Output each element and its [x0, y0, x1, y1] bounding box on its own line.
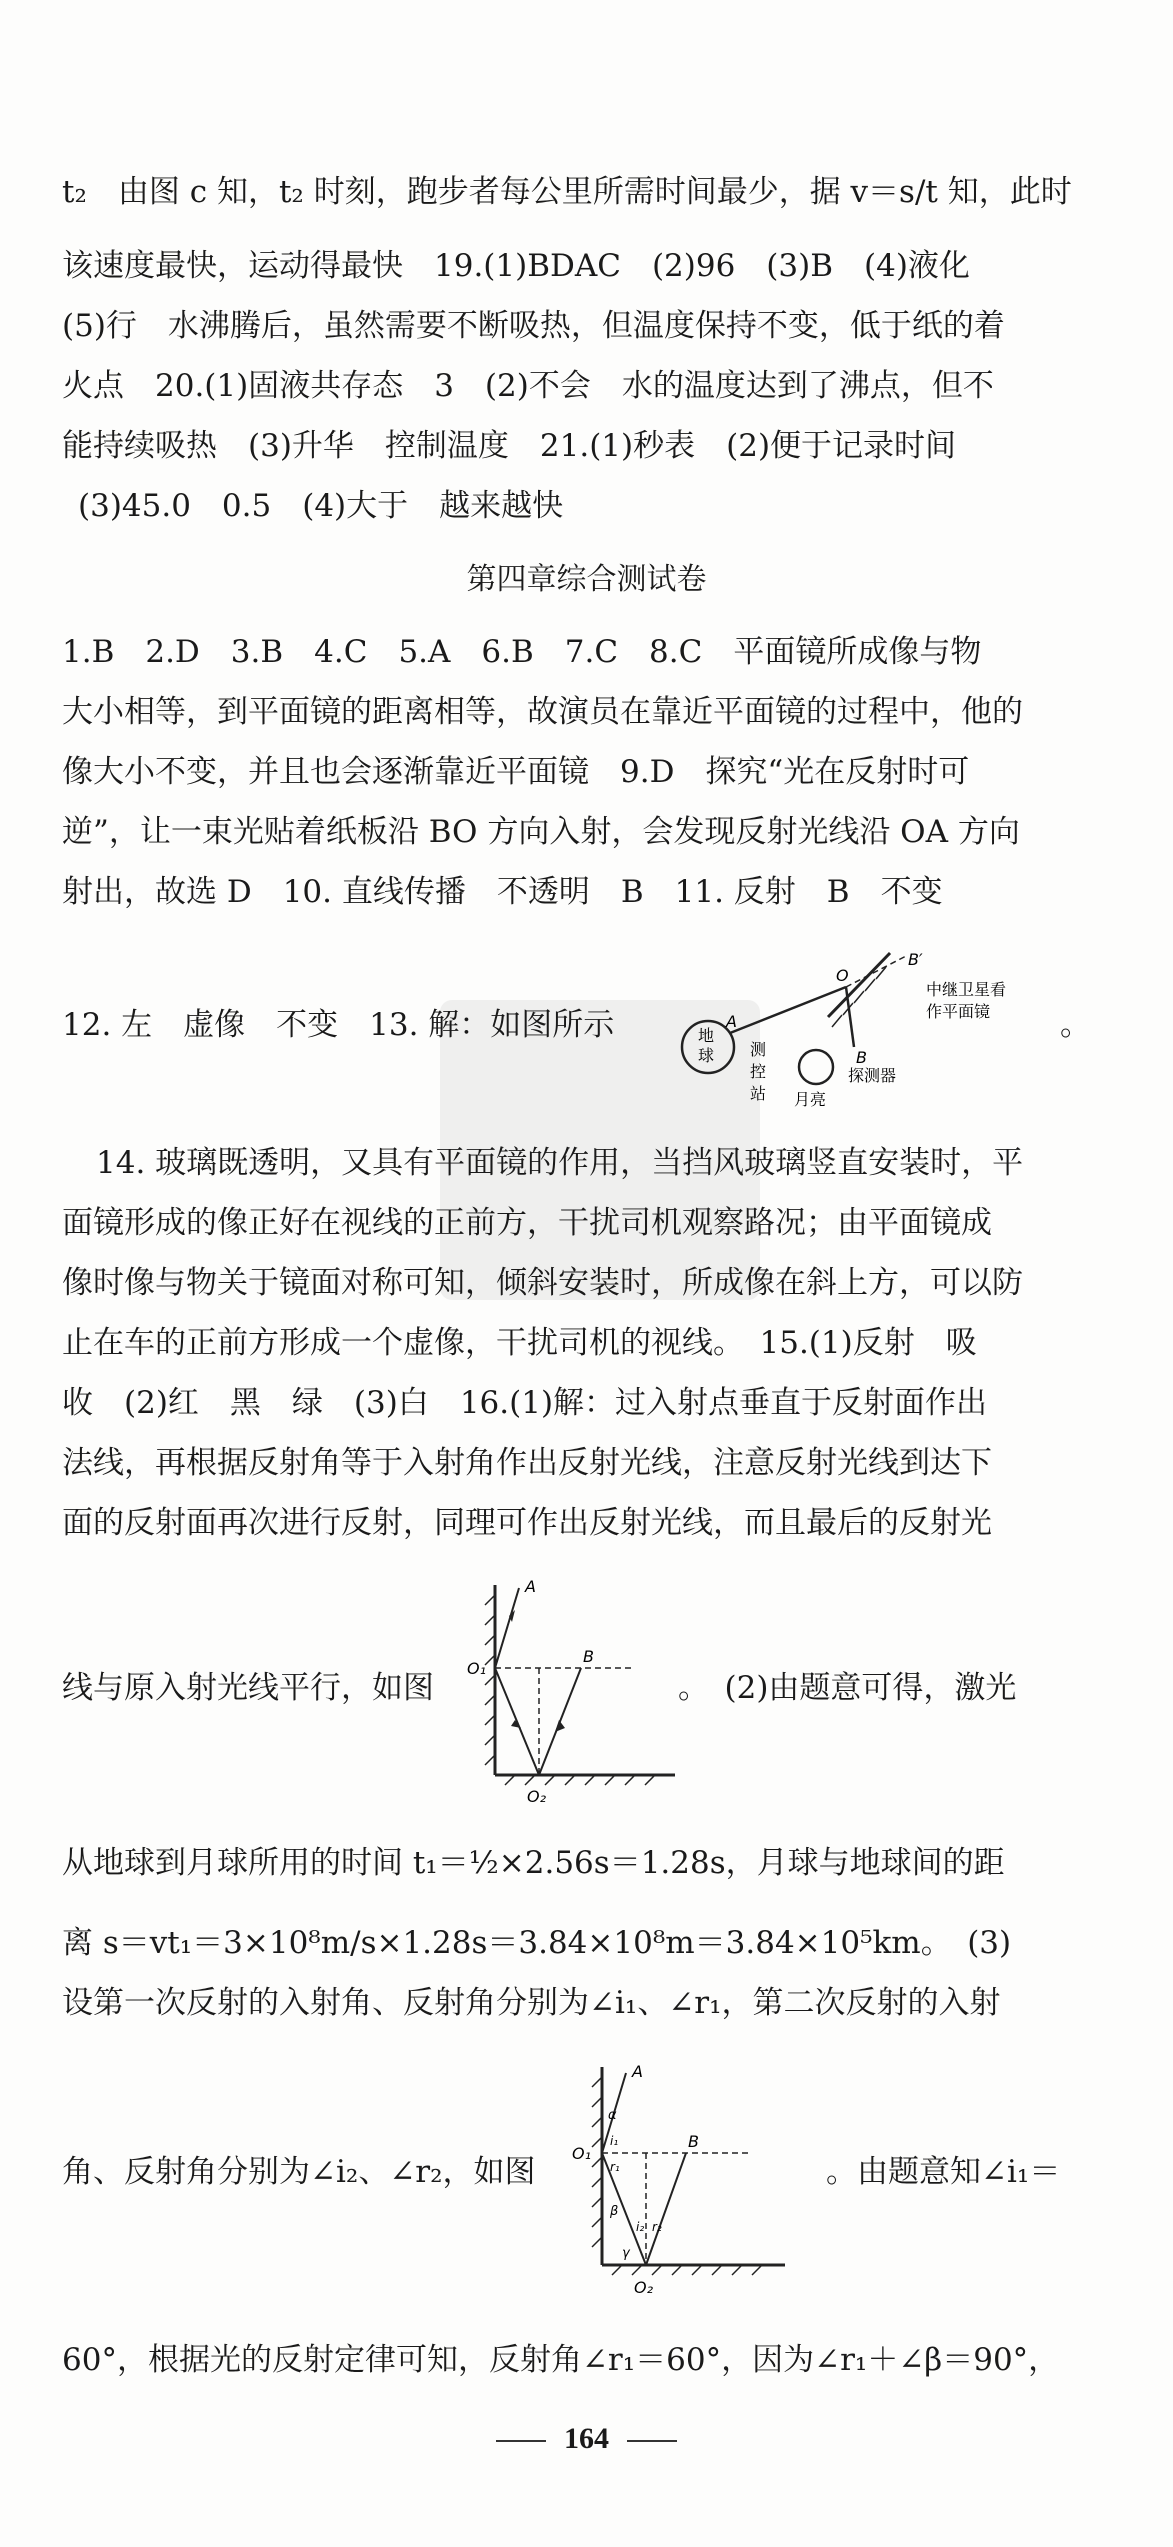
text-line: 收 (2)红 黑 绿 (3)白 16.(1)解：过入射点垂直于反射面作出	[62, 1385, 988, 1421]
text-line: t₂ 由图 c 知，t₂ 时刻，跑步者每公里所需时间最少，据 v＝s/t 知，此时	[62, 174, 1072, 210]
text-line: (3)45.0 0.5 (4)大于 越来越快	[78, 488, 564, 524]
label-beta: β	[610, 2204, 619, 2219]
text-line: 法线，再根据反射角等于入射角作出反射光线，注意反射光线到达下	[62, 1445, 992, 1481]
text-line: 从地球到月球所用的时间 t₁＝½×2.56s＝1.28s，月球与地球间的距	[62, 1845, 1005, 1881]
text-line: 像时像与物关于镜面对称可知，倾斜安装时，所成像在斜上方，可以防	[62, 1265, 1023, 1301]
detector-label: 探测器	[848, 1066, 897, 1085]
text-line: 12. 左 虚像 不变 13. 解：如图所示	[62, 1007, 615, 1043]
label-Bprime: B′	[908, 950, 923, 969]
text-line: 大小相等，到平面镜的距离相等，故演员在靠近平面镜的过程中，他的	[62, 694, 1023, 730]
label-O1: O₁	[467, 1659, 487, 1678]
text-line: 像大小不变，并且也会逐渐靠近平面镜 9.D 探究“光在反射时可	[62, 754, 970, 790]
label-O1: O₁	[572, 2144, 592, 2163]
text-line: 止在车的正前方形成一个虚像，干扰司机的视线。 15.(1)反射 吸	[62, 1325, 977, 1361]
station-label-2: 控	[750, 1062, 767, 1081]
label-O2: O₂	[634, 2278, 654, 2297]
ray-O1O2	[495, 1668, 539, 1775]
label-O2: O₂	[527, 1787, 547, 1806]
text-line: 。	[1060, 1007, 1091, 1043]
ray-incident	[730, 987, 846, 1033]
text-line: 火点 20.(1)固液共存态 3 (2)不会 水的温度达到了沸点，但不	[62, 368, 994, 404]
figure-16a-diagram	[455, 1570, 685, 1810]
label-A: A	[726, 1012, 737, 1031]
moon-label: 月亮	[794, 1090, 827, 1109]
label-B: B	[583, 1647, 594, 1666]
label-gamma: γ	[622, 2246, 630, 2261]
label-A: A	[525, 1577, 536, 1596]
label-r1: r₁	[610, 2160, 620, 2174]
satellite-label-2: 作平面镜	[926, 1002, 991, 1021]
label-i2: i₂	[636, 2220, 645, 2234]
page-number: 164	[564, 2422, 609, 2455]
text-line: 能持续吸热 (3)升华 控制温度 21.(1)秒表 (2)便于记录时间	[62, 428, 957, 464]
text-line: 离 s＝vt₁＝3×10⁸m/s×1.28s＝3.84×10⁸m＝3.84×10⁵km。 (3)	[62, 1925, 1012, 1961]
satellite-label-1: 中继卫星看	[926, 980, 1007, 999]
page-number-block	[0, 2422, 1173, 2456]
ray-A	[495, 1588, 519, 1668]
ray-B	[646, 2153, 686, 2265]
text-line: 面的反射面再次进行反射，同理可作出反射光线，而且最后的反射光	[62, 1505, 992, 1541]
section-heading: 第四章综合测试卷	[466, 562, 707, 597]
text-line: 射出，故选 D 10. 直线传播 不透明 B 11. 反射 B 不变	[62, 874, 943, 910]
text-line: 逆”，让一束光贴着纸板沿 BO 方向入射，会发现反射光线沿 OA 方向	[62, 814, 1020, 850]
station-label-1: 测	[750, 1040, 767, 1059]
text-line: 设第一次反射的入射角、反射角分别为∠i₁、∠r₁，第二次反射的入射	[62, 1985, 1001, 2021]
earth-label-2: 球	[698, 1046, 715, 1065]
ray-extension	[846, 955, 908, 987]
text-line: 该速度最快，运动得最快 19.(1)BDAC (2)96 (3)B (4)液化	[62, 248, 970, 284]
label-B: B	[856, 1048, 867, 1067]
text-line: 线与原入射光线平行，如图	[62, 1670, 434, 1706]
figure-16b-diagram	[560, 2055, 800, 2300]
text-line: 1.B 2.D 3.B 4.C 5.A 6.B 7.C 8.C 平面镜所成像与物	[62, 634, 982, 670]
station-label-3: 站	[750, 1084, 767, 1103]
text-line: 14. 玻璃既透明，又具有平面镜的作用，当挡风玻璃竖直安装时，平	[96, 1145, 1024, 1181]
label-O: O	[836, 966, 849, 985]
text-line: 面镜形成的像正好在视线的正前方，干扰司机观察路况；由平面镜成	[62, 1205, 992, 1241]
mirror-line	[828, 953, 890, 1017]
label-A: A	[632, 2062, 643, 2081]
label-r2: r₂	[652, 2220, 662, 2234]
label-alpha: α	[608, 2108, 617, 2123]
earth-label-1: 地	[698, 1026, 715, 1045]
text-line: 60°，根据光的反射定律可知，反射角∠r₁＝60°，因为∠r₁＋∠β＝90°，	[62, 2342, 1060, 2378]
label-i1: i₁	[610, 2134, 619, 2148]
text-line: (5)行 水沸腾后，虽然需要不断吸热，但温度保持不变，低于纸的着	[62, 308, 1005, 344]
moon-circle	[799, 1050, 833, 1084]
figure-13-diagram	[668, 945, 1068, 1120]
text-line: 角、反射角分别为∠i₂、∠r₂，如图	[62, 2154, 536, 2190]
text-line: 。 (2)由题意可得，激光	[678, 1670, 1017, 1706]
label-B: B	[688, 2132, 699, 2151]
text-line: 。由题意知∠i₁＝	[826, 2154, 1061, 2190]
